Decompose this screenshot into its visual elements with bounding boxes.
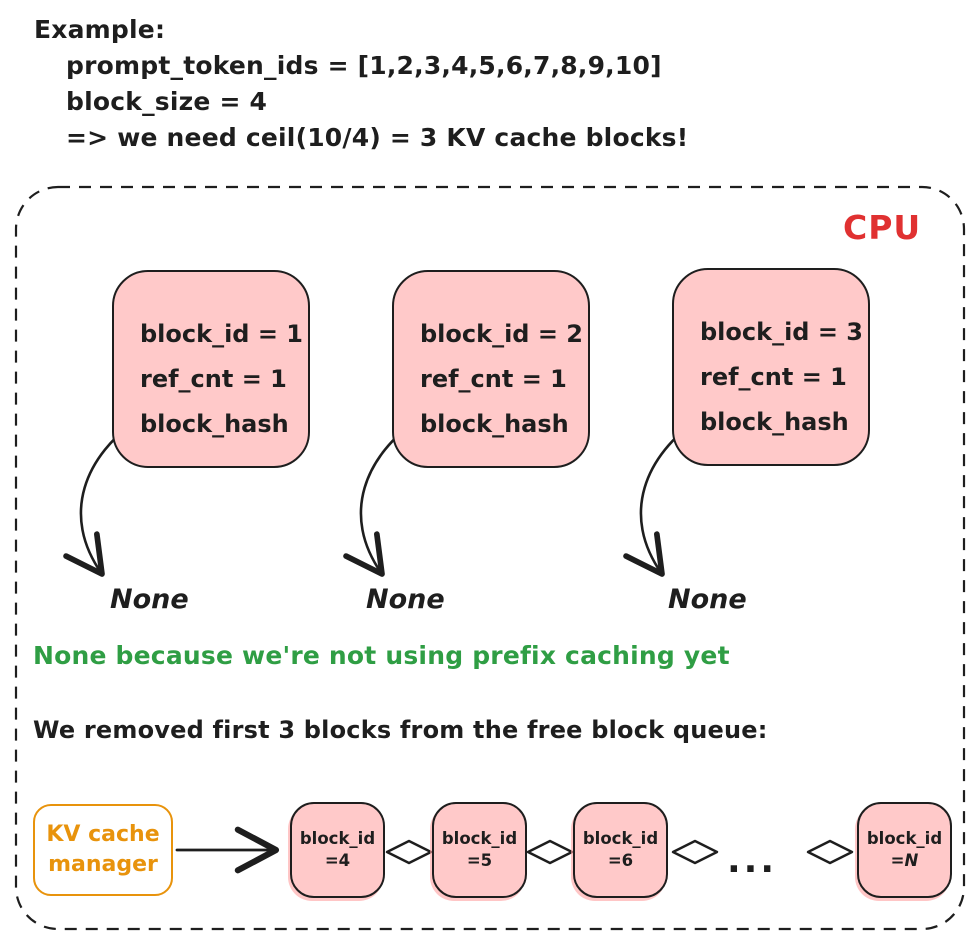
block-id-line: block_id = 3 xyxy=(700,318,864,346)
block-hash-line: block_hash xyxy=(700,408,849,436)
example-line-prompt-tokens: prompt_token_ids = [1,2,3,4,5,6,7,8,9,10] xyxy=(66,51,662,80)
block-hash-line: block_hash xyxy=(420,410,569,438)
queue-block-id: =6 xyxy=(607,851,634,870)
kv-block-card-3 xyxy=(672,268,870,466)
hash-value-none-1: None xyxy=(110,584,189,615)
kv-cache-manager-box xyxy=(33,804,173,896)
block-id-line: block_id = 1 xyxy=(140,320,304,348)
block-id-line: block_id = 2 xyxy=(420,320,584,348)
kv-cache-manager-label-line1: KV cache xyxy=(46,822,160,847)
hash-value-none-3: None xyxy=(668,584,747,615)
doubly-linked-arrow-4 xyxy=(808,841,852,863)
example-line-block-size: block_size = 4 xyxy=(66,87,268,116)
queue-block-id: =N xyxy=(890,851,919,870)
kv-block-card-2 xyxy=(392,270,590,468)
free-queue-block-6 xyxy=(573,802,668,898)
doubly-linked-arrow-1 xyxy=(387,841,431,863)
hash-value-none-2: None xyxy=(366,584,445,615)
doubly-linked-arrow-3 xyxy=(673,841,717,863)
queue-ellipsis: ... xyxy=(726,840,778,881)
kv-block-card-1 xyxy=(112,270,310,468)
prefix-caching-note: None because we're not using prefix caching yet xyxy=(33,641,730,670)
kv-cache-manager-label-line2: manager xyxy=(48,852,158,877)
example-code xyxy=(66,48,688,156)
free-queue-block-4 xyxy=(290,802,385,898)
ref-cnt-line: ref_cnt = 1 xyxy=(700,363,847,391)
ref-cnt-line: ref_cnt = 1 xyxy=(140,365,287,393)
doubly-linked-arrow-2 xyxy=(528,841,572,863)
example-title: Example: xyxy=(34,15,166,44)
queue-block-id: =4 xyxy=(324,851,351,870)
cpu-label: CPU xyxy=(843,208,922,247)
queue-block-label: block_id xyxy=(866,829,943,848)
free-queue-caption: We removed first 3 blocks from the free block queue: xyxy=(33,716,768,744)
queue-block-label: block_id xyxy=(299,829,376,848)
free-queue-block-5 xyxy=(432,802,527,898)
block-hash-line: block_hash xyxy=(140,410,289,438)
example-note xyxy=(34,12,688,156)
ref-cnt-line: ref_cnt = 1 xyxy=(420,365,567,393)
example-line-conclusion: => we need ceil(10/4) = 3 KV cache blocks! xyxy=(66,123,689,152)
queue-block-id: =5 xyxy=(466,851,493,870)
queue-block-label: block_id xyxy=(582,829,659,848)
queue-block-label: block_id xyxy=(441,829,518,848)
free-queue-block-n xyxy=(857,802,952,898)
